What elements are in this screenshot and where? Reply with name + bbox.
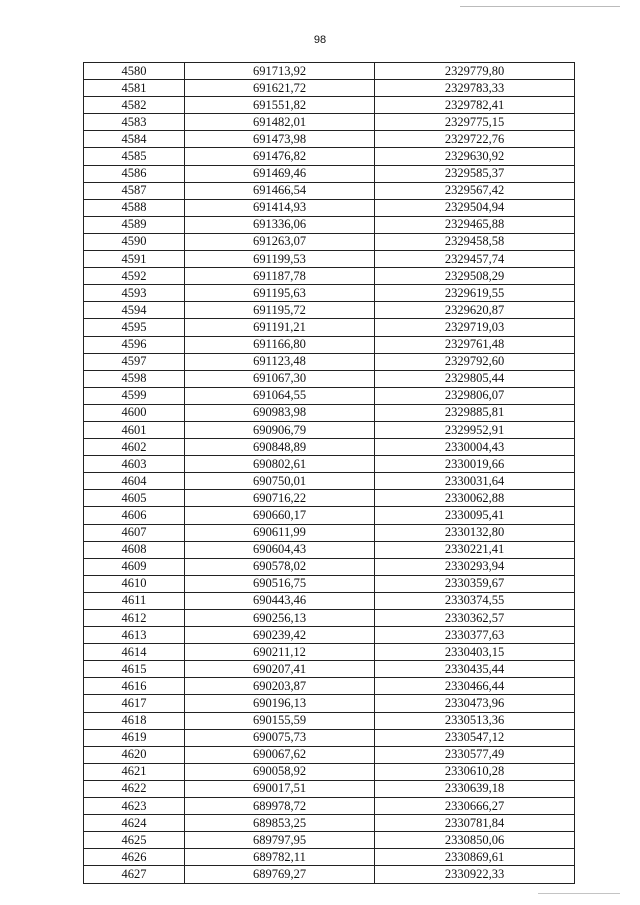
table-row: [84, 199, 575, 216]
x-coordinate-cell: 689853,25: [185, 815, 375, 832]
x-coordinate-cell: 690750,01: [185, 473, 375, 490]
y-coordinate-cell: 2329779,80: [375, 63, 575, 80]
table-row: [84, 866, 575, 883]
x-coordinate-cell: 689978,72: [185, 798, 375, 815]
point-number-cell: 4592: [84, 268, 185, 285]
y-coordinate-cell: 2329630,92: [375, 148, 575, 165]
x-coordinate-cell: 691195,63: [185, 285, 375, 302]
y-coordinate-cell: 2329722,76: [375, 131, 575, 148]
point-number-cell: 4584: [84, 131, 185, 148]
y-coordinate-cell: 2329585,37: [375, 165, 575, 182]
table-row: [84, 97, 575, 114]
y-coordinate-cell: 2330095,41: [375, 507, 575, 524]
x-coordinate-cell: 691187,78: [185, 268, 375, 285]
x-coordinate-cell: 690578,02: [185, 558, 375, 575]
point-number-cell: 4600: [84, 404, 185, 421]
point-number-cell: 4589: [84, 216, 185, 233]
y-coordinate-cell: 2330869,61: [375, 849, 575, 866]
table-row: [84, 456, 575, 473]
x-coordinate-cell: 690802,61: [185, 456, 375, 473]
point-number-cell: 4621: [84, 763, 185, 780]
x-coordinate-cell: 691414,93: [185, 199, 375, 216]
table-row: [84, 524, 575, 541]
table-row: [84, 780, 575, 797]
table-row: [84, 131, 575, 148]
x-coordinate-cell: 690516,75: [185, 575, 375, 592]
point-number-cell: 4627: [84, 866, 185, 883]
point-number-cell: 4585: [84, 148, 185, 165]
point-number-cell: 4602: [84, 439, 185, 456]
table-row: [84, 233, 575, 250]
x-coordinate-cell: 690256,13: [185, 610, 375, 627]
point-number-cell: 4607: [84, 524, 185, 541]
table-row: [84, 661, 575, 678]
y-coordinate-cell: 2330362,57: [375, 610, 575, 627]
point-number-cell: 4616: [84, 678, 185, 695]
y-coordinate-cell: 2330850,06: [375, 832, 575, 849]
table-row: [84, 421, 575, 438]
table-row: [84, 849, 575, 866]
y-coordinate-cell: 2329508,29: [375, 268, 575, 285]
point-number-cell: 4598: [84, 370, 185, 387]
y-coordinate-cell: 2329775,15: [375, 114, 575, 131]
y-coordinate-cell: 2330466,44: [375, 678, 575, 695]
table-row: [84, 678, 575, 695]
y-coordinate-cell: 2329806,07: [375, 387, 575, 404]
y-coordinate-cell: 2330577,49: [375, 746, 575, 763]
point-number-cell: 4605: [84, 490, 185, 507]
table-row: [84, 80, 575, 97]
point-number-cell: 4617: [84, 695, 185, 712]
x-coordinate-cell: 691713,92: [185, 63, 375, 80]
table-row: [84, 473, 575, 490]
point-number-cell: 4608: [84, 541, 185, 558]
point-number-cell: 4588: [84, 199, 185, 216]
x-coordinate-cell: 691166,80: [185, 336, 375, 353]
point-number-cell: 4614: [84, 644, 185, 661]
x-coordinate-cell: 691195,72: [185, 302, 375, 319]
point-number-cell: 4609: [84, 558, 185, 575]
x-coordinate-cell: 689782,11: [185, 849, 375, 866]
y-coordinate-cell: 2330031,64: [375, 473, 575, 490]
point-number-cell: 4604: [84, 473, 185, 490]
table-row: [84, 63, 575, 80]
x-coordinate-cell: 690017,51: [185, 780, 375, 797]
x-coordinate-cell: 690239,42: [185, 627, 375, 644]
point-number-cell: 4618: [84, 712, 185, 729]
x-coordinate-cell: 691191,21: [185, 319, 375, 336]
y-coordinate-cell: 2330639,18: [375, 780, 575, 797]
point-number-cell: 4590: [84, 233, 185, 250]
y-coordinate-cell: 2329567,42: [375, 182, 575, 199]
table-row: [84, 165, 575, 182]
x-coordinate-cell: 690660,17: [185, 507, 375, 524]
table-row: [84, 387, 575, 404]
point-number-cell: 4587: [84, 182, 185, 199]
x-coordinate-cell: 691473,98: [185, 131, 375, 148]
table-row: [84, 695, 575, 712]
y-coordinate-cell: 2330547,12: [375, 729, 575, 746]
point-number-cell: 4620: [84, 746, 185, 763]
y-coordinate-cell: 2329885,81: [375, 404, 575, 421]
table-row: [84, 815, 575, 832]
table-row: [84, 746, 575, 763]
point-number-cell: 4595: [84, 319, 185, 336]
y-coordinate-cell: 2329805,44: [375, 370, 575, 387]
x-coordinate-cell: 691064,55: [185, 387, 375, 404]
point-number-cell: 4623: [84, 798, 185, 815]
x-coordinate-cell: 691336,06: [185, 216, 375, 233]
x-coordinate-cell: 691551,82: [185, 97, 375, 114]
x-coordinate-cell: 690058,92: [185, 763, 375, 780]
y-coordinate-cell: 2330473,96: [375, 695, 575, 712]
point-number-cell: 4622: [84, 780, 185, 797]
y-coordinate-cell: 2330062,88: [375, 490, 575, 507]
point-number-cell: 4597: [84, 353, 185, 370]
y-coordinate-cell: 2329782,41: [375, 97, 575, 114]
table-row: [84, 439, 575, 456]
x-coordinate-cell: 690075,73: [185, 729, 375, 746]
table-row: [84, 370, 575, 387]
x-coordinate-cell: 691123,48: [185, 353, 375, 370]
table-row: [84, 336, 575, 353]
table-row: [84, 285, 575, 302]
point-number-cell: 4601: [84, 421, 185, 438]
point-number-cell: 4581: [84, 80, 185, 97]
table-row: [84, 182, 575, 199]
point-number-cell: 4611: [84, 592, 185, 609]
table-row: [84, 302, 575, 319]
y-coordinate-cell: 2330359,67: [375, 575, 575, 592]
y-coordinate-cell: 2329719,03: [375, 319, 575, 336]
table-row: [84, 644, 575, 661]
y-coordinate-cell: 2329952,91: [375, 421, 575, 438]
y-coordinate-cell: 2330435,44: [375, 661, 575, 678]
table-row: [84, 558, 575, 575]
y-coordinate-cell: 2329620,87: [375, 302, 575, 319]
point-number-cell: 4626: [84, 849, 185, 866]
scan-artifact-line: [538, 893, 620, 894]
y-coordinate-cell: 2330922,33: [375, 866, 575, 883]
y-coordinate-cell: 2330132,80: [375, 524, 575, 541]
y-coordinate-cell: 2329457,74: [375, 251, 575, 268]
point-number-cell: 4582: [84, 97, 185, 114]
y-coordinate-cell: 2330610,28: [375, 763, 575, 780]
y-coordinate-cell: 2330666,27: [375, 798, 575, 815]
x-coordinate-cell: 690067,62: [185, 746, 375, 763]
coordinates-table-body: [84, 63, 575, 884]
y-coordinate-cell: 2330781,84: [375, 815, 575, 832]
x-coordinate-cell: 691621,72: [185, 80, 375, 97]
x-coordinate-cell: 690203,87: [185, 678, 375, 695]
y-coordinate-cell: 2329465,88: [375, 216, 575, 233]
point-number-cell: 4599: [84, 387, 185, 404]
point-number-cell: 4593: [84, 285, 185, 302]
x-coordinate-cell: 691067,30: [185, 370, 375, 387]
coordinates-table: [83, 62, 575, 884]
x-coordinate-cell: 690155,59: [185, 712, 375, 729]
table-row: [84, 541, 575, 558]
y-coordinate-cell: 2329504,94: [375, 199, 575, 216]
table-row: [84, 507, 575, 524]
table-row: [84, 712, 575, 729]
x-coordinate-cell: 690983,98: [185, 404, 375, 421]
y-coordinate-cell: 2330019,66: [375, 456, 575, 473]
table-row: [84, 627, 575, 644]
point-number-cell: 4619: [84, 729, 185, 746]
table-row: [84, 148, 575, 165]
x-coordinate-cell: 690848,89: [185, 439, 375, 456]
point-number-cell: 4612: [84, 610, 185, 627]
point-number-cell: 4583: [84, 114, 185, 131]
point-number-cell: 4610: [84, 575, 185, 592]
table-row: [84, 798, 575, 815]
point-number-cell: 4591: [84, 251, 185, 268]
x-coordinate-cell: 690716,22: [185, 490, 375, 507]
point-number-cell: 4624: [84, 815, 185, 832]
point-number-cell: 4586: [84, 165, 185, 182]
table-row: [84, 353, 575, 370]
page-number: 98: [313, 34, 327, 46]
table-row: [84, 592, 575, 609]
x-coordinate-cell: 690443,46: [185, 592, 375, 609]
point-number-cell: 4596: [84, 336, 185, 353]
point-number-cell: 4615: [84, 661, 185, 678]
y-coordinate-cell: 2330374,55: [375, 592, 575, 609]
table-row: [84, 832, 575, 849]
y-coordinate-cell: 2330004,43: [375, 439, 575, 456]
x-coordinate-cell: 691263,07: [185, 233, 375, 250]
y-coordinate-cell: 2329783,33: [375, 80, 575, 97]
x-coordinate-cell: 691469,46: [185, 165, 375, 182]
table-row: [84, 404, 575, 421]
x-coordinate-cell: 691466,54: [185, 182, 375, 199]
y-coordinate-cell: 2330403,15: [375, 644, 575, 661]
scan-artifact-line: [460, 6, 620, 7]
x-coordinate-cell: 690611,99: [185, 524, 375, 541]
table-row: [84, 490, 575, 507]
point-number-cell: 4603: [84, 456, 185, 473]
point-number-cell: 4594: [84, 302, 185, 319]
x-coordinate-cell: 691482,01: [185, 114, 375, 131]
table-row: [84, 216, 575, 233]
y-coordinate-cell: 2329458,58: [375, 233, 575, 250]
table-row: [84, 729, 575, 746]
table-row: [84, 114, 575, 131]
table-row: [84, 268, 575, 285]
point-number-cell: 4580: [84, 63, 185, 80]
x-coordinate-cell: 690211,12: [185, 644, 375, 661]
x-coordinate-cell: 690604,43: [185, 541, 375, 558]
table-row: [84, 763, 575, 780]
x-coordinate-cell: 690207,41: [185, 661, 375, 678]
x-coordinate-cell: 690196,13: [185, 695, 375, 712]
x-coordinate-cell: 691199,53: [185, 251, 375, 268]
point-number-cell: 4613: [84, 627, 185, 644]
table-row: [84, 319, 575, 336]
x-coordinate-cell: 689769,27: [185, 866, 375, 883]
x-coordinate-cell: 689797,95: [185, 832, 375, 849]
y-coordinate-cell: 2329761,48: [375, 336, 575, 353]
x-coordinate-cell: 691476,82: [185, 148, 375, 165]
table-row: [84, 251, 575, 268]
table-row: [84, 575, 575, 592]
x-coordinate-cell: 690906,79: [185, 421, 375, 438]
y-coordinate-cell: 2330377,63: [375, 627, 575, 644]
y-coordinate-cell: 2330293,94: [375, 558, 575, 575]
y-coordinate-cell: 2329792,60: [375, 353, 575, 370]
table-row: [84, 610, 575, 627]
point-number-cell: 4625: [84, 832, 185, 849]
y-coordinate-cell: 2330221,41: [375, 541, 575, 558]
y-coordinate-cell: 2329619,55: [375, 285, 575, 302]
y-coordinate-cell: 2330513,36: [375, 712, 575, 729]
point-number-cell: 4606: [84, 507, 185, 524]
